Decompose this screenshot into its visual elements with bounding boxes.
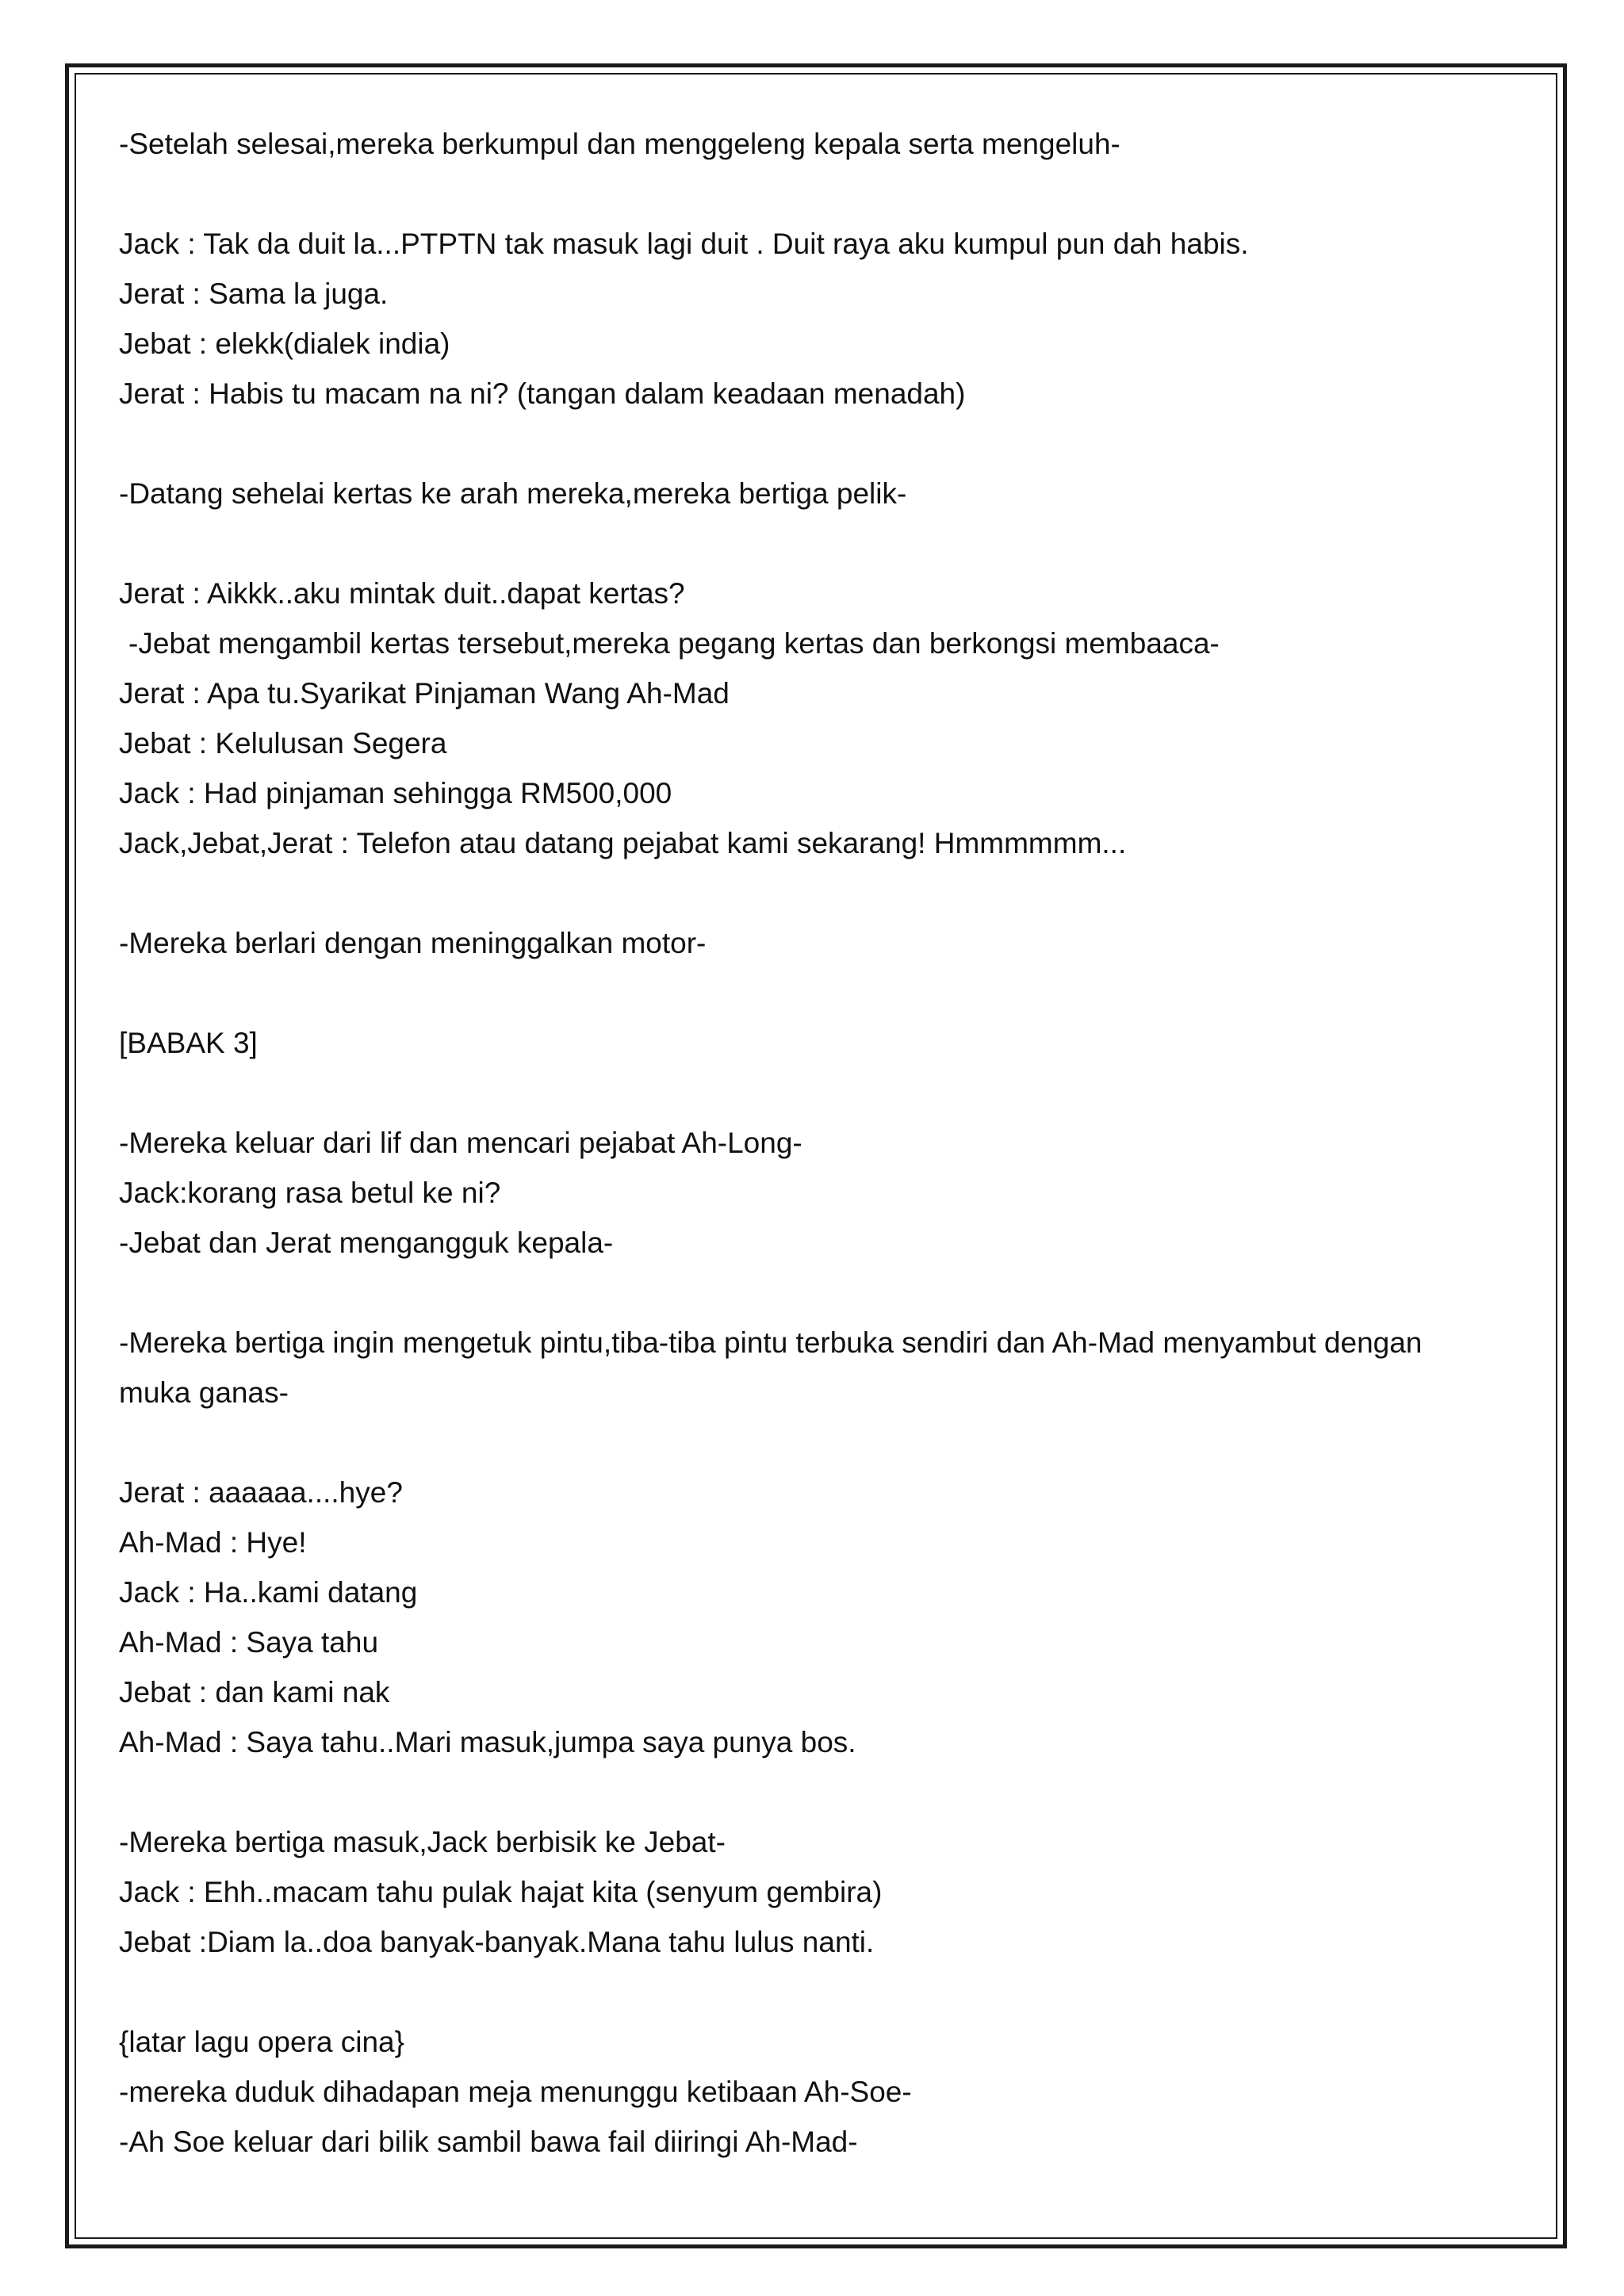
stage-direction: -Setelah selesai,mereka berkumpul dan menggeleng kepala serta mengeluh- — [119, 128, 1120, 160]
dialogue-line: Jebat : dan kami nak — [119, 1676, 390, 1709]
stage-direction: -Mereka bertiga ingin mengetuk pintu,tiba-tiba pintu terbuka sendiri dan Ah-Mad menyambut dengan — [119, 1326, 1423, 1359]
dialogue-line: Jebat :Diam la..doa banyak-banyak.Mana tahu lulus nanti. — [119, 1926, 875, 1958]
scene-heading: [BABAK 3] — [119, 1027, 258, 1059]
stage-direction: -Mereka berlari dengan meninggalkan motor- — [119, 927, 707, 959]
stage-direction: -mereka duduk dihadapan meja menunggu ketibaan Ah-Soe- — [119, 2076, 912, 2108]
stage-direction: -Jebat dan Jerat mengangguk kepala- — [119, 1226, 614, 1259]
dialogue-line: Ah-Mad : Saya tahu — [119, 1626, 379, 1659]
stage-direction: -Mereka keluar dari lif dan mencari pejabat Ah-Long- — [119, 1127, 802, 1159]
stage-direction-continued: muka ganas- — [119, 1376, 289, 1409]
dialogue-line: Jerat : aaaaaa....hye? — [119, 1476, 403, 1509]
dialogue-line: Jack:korang rasa betul ke ni? — [119, 1177, 501, 1209]
stage-direction: -Ah Soe keluar dari bilik sambil bawa fail diiringi Ah-Mad- — [119, 2126, 858, 2158]
stage-direction: -Mereka bertiga masuk,Jack berbisik ke Jebat- — [119, 1826, 726, 1858]
background-note: {latar lagu opera cina} — [119, 2026, 404, 2058]
dialogue-line: Jack : Had pinjaman sehingga RM500,000 — [119, 777, 672, 809]
dialogue-line: Jerat : Sama la juga. — [119, 277, 389, 310]
stage-direction: -Jebat mengambil kertas tersebut,mereka pegang kertas dan berkongsi membaaca- — [128, 627, 1220, 660]
dialogue-line: Ah-Mad : Hye! — [119, 1526, 307, 1559]
dialogue-line: Jack : Ha..kami datang — [119, 1576, 418, 1609]
dialogue-line: Ah-Mad : Saya tahu..Mari masuk,jumpa saya punya bos. — [119, 1726, 856, 1758]
dialogue-line: Jack : Ehh..macam tahu pulak hajat kita (senyum gembira) — [119, 1876, 883, 1908]
dialogue-line: Jebat : elekk(dialek india) — [119, 327, 450, 360]
dialogue-line: Jerat : Aikkk..aku mintak duit..dapat kertas? — [119, 577, 685, 610]
dialogue-line: Jebat : Kelulusan Segera — [119, 727, 447, 760]
stage-direction: -Datang sehelai kertas ke arah mereka,mereka bertiga pelik- — [119, 477, 907, 510]
dialogue-line: Jack : Tak da duit la...PTPTN tak masuk lagi duit . Duit raya aku kumpul pun dah habis. — [119, 228, 1249, 260]
dialogue-line: Jack,Jebat,Jerat : Telefon atau datang pejabat kami sekarang! Hmmmmmm... — [119, 827, 1127, 859]
dialogue-line: Jerat : Habis tu macam na ni? (tangan dalam keadaan menadah) — [119, 377, 966, 410]
dialogue-line: Jerat : Apa tu.Syarikat Pinjaman Wang Ah-Mad — [119, 677, 730, 710]
script-text-body — [119, 119, 1491, 2167]
